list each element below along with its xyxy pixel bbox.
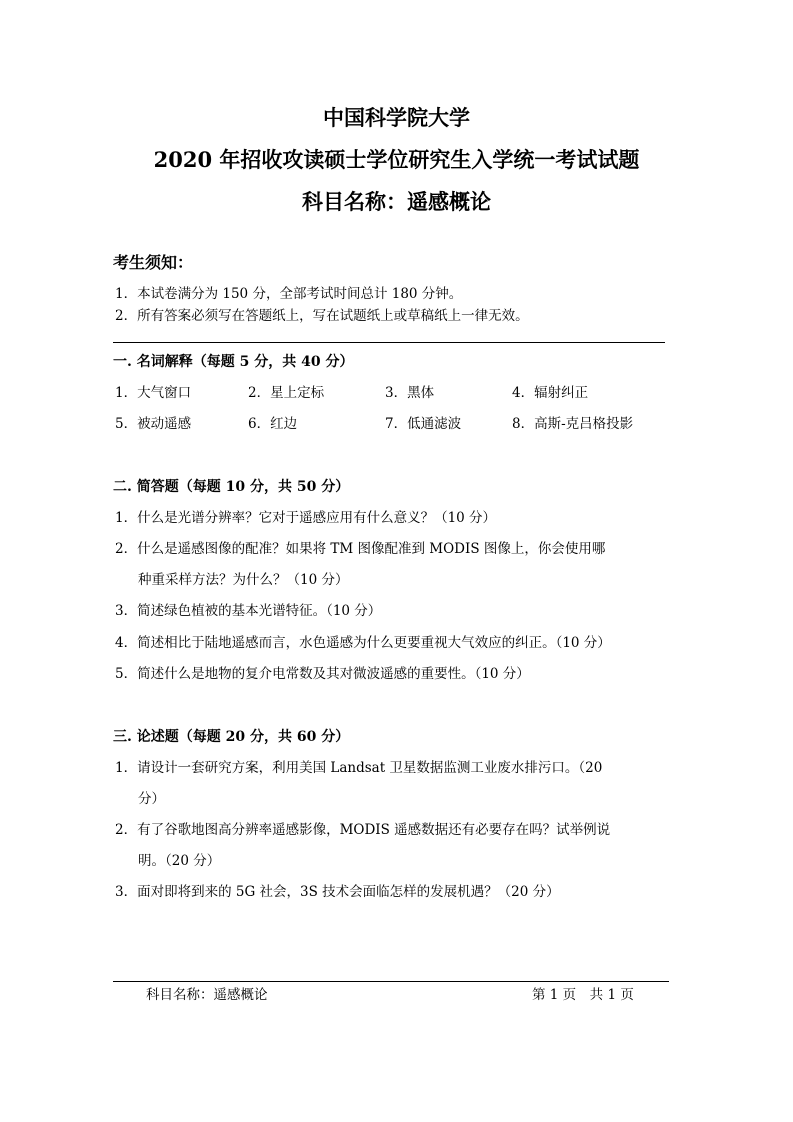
term-item: 3．黑体 (385, 385, 435, 401)
term-item: 1．大气窗口 (115, 385, 192, 401)
term-item: 8．高斯-克吕格投影 (512, 416, 634, 432)
subject-title: 科目名称：遥感概论 (302, 189, 491, 214)
section3-heading: 三. 论述题（每题 20 分，共 60 分） (113, 729, 350, 745)
question: 5．简述什么是地物的复介电常数及其对微波遥感的重要性。（10 分） (115, 666, 530, 682)
term-item: 5．被动遥感 (115, 416, 192, 432)
exam-title: 2020 年招收攻读硕士学位研究生入学统一考试试题 (153, 147, 640, 172)
term-row (115, 414, 675, 434)
section1-heading: 一. 名词解释（每题 5 分，共 40 分） (113, 354, 354, 370)
school-title: 中国科学院大学 (323, 105, 470, 130)
footer-subject: 科目名称：遥感概论 (146, 987, 268, 1003)
question: 2．有了谷歌地图高分辨率遥感影像，MODIS 遥感数据还有必要存在吗？试举例说 (115, 822, 611, 838)
term-row (115, 383, 675, 403)
term-item: 6．红边 (248, 416, 298, 432)
question: 3．简述绿色植被的基本光谱特征。（10 分） (115, 603, 382, 619)
term-item: 4．辐射纠正 (512, 385, 589, 401)
question: 2．什么是遥感图像的配准？如果将 TM 图像配准到 MODIS 图像上，你会使用哪 (115, 541, 606, 557)
question: 4．简述相比于陆地遥感而言，水色遥感为什么更要重视大气效应的纠正。（10 分） (115, 635, 611, 651)
term-item: 2．星上定标 (248, 385, 325, 401)
question: 1．什么是光谱分辨率？它对于遥感应用有什么意义？（10 分） (115, 510, 497, 526)
notice-heading: 考生须知： (113, 253, 194, 272)
notice-item: 1．本试卷满分为 150 分，全部考试时间总计 180 分钟。 (115, 286, 463, 302)
question: 1．请设计一套研究方案，利用美国 Landsat 卫星数据监测工业废水排污口。（20 (115, 760, 603, 776)
divider (113, 342, 665, 343)
question-continuation: 种重采样方法？为什么？（10 分） (138, 572, 349, 588)
question-continuation: 明。（20 分） (138, 853, 221, 869)
term-item: 7．低通滤波 (385, 416, 462, 432)
question-continuation: 分） (138, 791, 165, 807)
section2-heading: 二. 简答题（每题 10 分，共 50 分） (113, 479, 350, 495)
footer-divider (113, 981, 669, 982)
question: 3．面对即将到来的 5G 社会，3S 技术会面临怎样的发展机遇？（20 分） (115, 884, 560, 900)
notice-item: 2．所有答案必须写在答题纸上，写在试题纸上或草稿纸上一律无效。 (115, 308, 529, 324)
footer-page-number: 第 1 页 共 1 页 (532, 987, 634, 1003)
